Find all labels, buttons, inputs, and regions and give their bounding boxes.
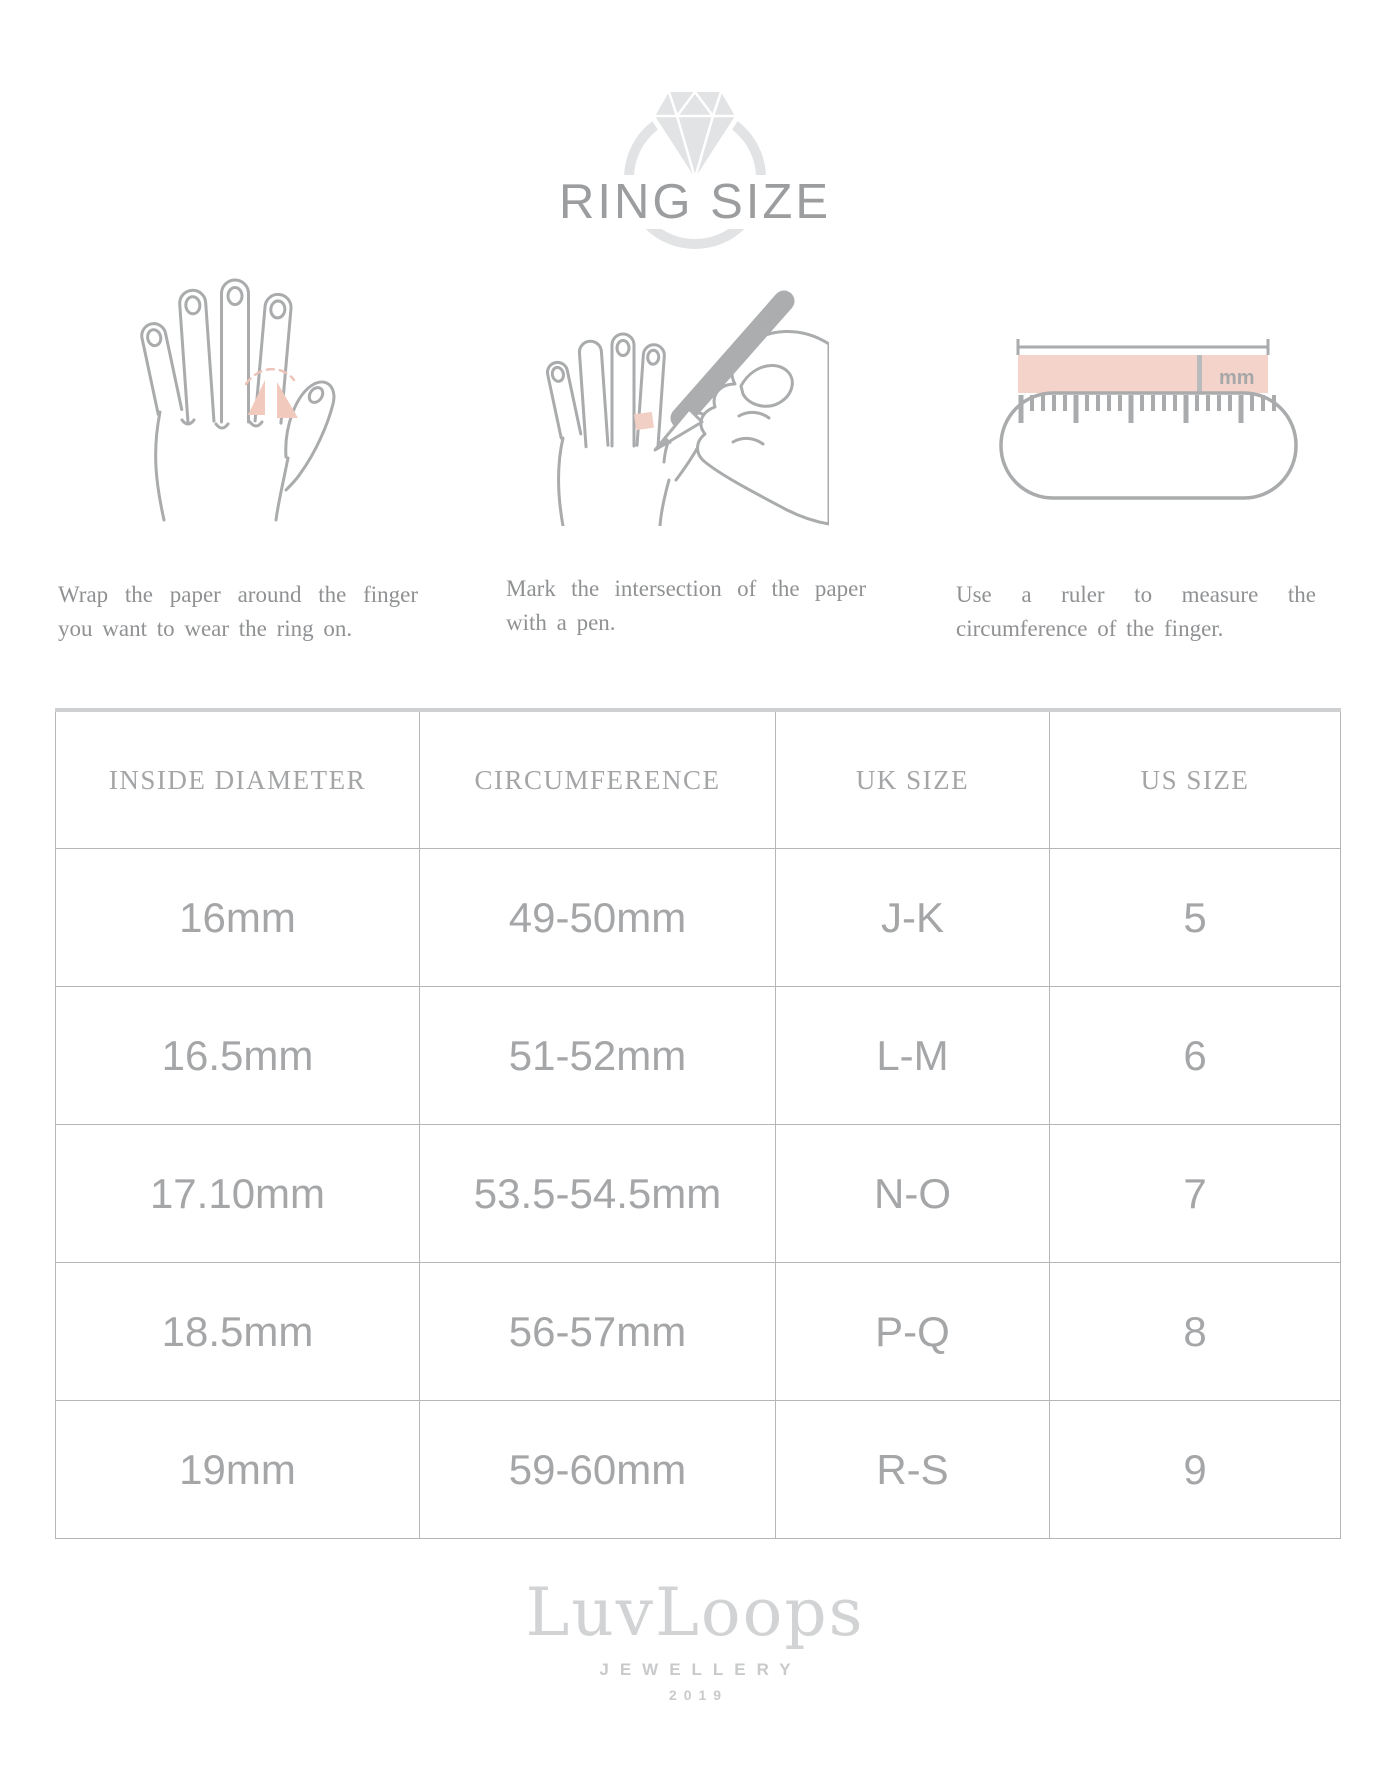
table-header-row — [56, 710, 1341, 849]
table-cell: 16mm — [56, 849, 420, 987]
step-2-illustration — [506, 272, 866, 564]
table-row — [56, 1263, 1341, 1401]
column-header-us-size: US SIZE — [1050, 710, 1341, 849]
step-2-caption: Mark the intersection of the paper with a pen. — [506, 576, 866, 635]
table-cell: 59-60mm — [420, 1401, 776, 1539]
table-cell: 5 — [1050, 849, 1341, 987]
page-title: RING SIZE — [0, 176, 1390, 228]
ruler-mm-label: mm — [1219, 367, 1255, 389]
step-1-illustration — [58, 278, 418, 570]
step-mark-paper — [506, 272, 866, 640]
table-cell: 51-52mm — [420, 987, 776, 1125]
size-table-body — [56, 849, 1341, 1539]
table-row — [56, 1125, 1341, 1263]
brand-name: LuvLoops — [525, 1574, 865, 1651]
column-header-circumference: CIRCUMFERENCE — [420, 710, 776, 849]
table-cell: P-Q — [776, 1263, 1050, 1401]
brand-logo — [0, 1574, 1390, 1703]
table-cell: 17.10mm — [56, 1125, 420, 1263]
step-3-illustration — [956, 278, 1316, 570]
table-cell: 18.5mm — [56, 1263, 420, 1401]
hand-with-paper-icon — [138, 262, 338, 522]
table-cell: 7 — [1050, 1125, 1341, 1263]
step-3-caption: Use a ruler to measure the circumference of the finger. — [956, 582, 1316, 641]
size-table — [55, 708, 1341, 1539]
step-1-caption: Wrap the paper around the finger you want to wear the ring on. — [58, 582, 418, 641]
column-header-inside-diameter: INSIDE DIAMETER — [56, 710, 420, 849]
table-cell: N-O — [776, 1125, 1050, 1263]
table-cell: 56-57mm — [420, 1263, 776, 1401]
table-cell: 6 — [1050, 987, 1341, 1125]
hands-marking-pen-icon — [529, 266, 829, 526]
table-row — [56, 987, 1341, 1125]
table-cell: 8 — [1050, 1263, 1341, 1401]
table-cell: J-K — [776, 849, 1050, 987]
table-cell: 53.5-54.5mm — [420, 1125, 776, 1263]
table-row — [56, 849, 1341, 987]
table-cell: 16.5mm — [56, 987, 420, 1125]
table-cell: 49-50mm — [420, 849, 776, 987]
table-cell: 9 — [1050, 1401, 1341, 1539]
table-cell: L-M — [776, 987, 1050, 1125]
step-wrap-paper — [58, 278, 418, 646]
table-cell: 19mm — [56, 1401, 420, 1539]
brand-year: 2019 — [668, 1687, 729, 1703]
ruler-icon — [971, 333, 1301, 508]
table-row — [56, 1401, 1341, 1539]
brand-tagline: JEWELLERY — [599, 1660, 802, 1679]
column-header-uk-size: UK SIZE — [776, 710, 1050, 849]
step-measure-ruler — [956, 278, 1316, 646]
table-cell: R-S — [776, 1401, 1050, 1539]
